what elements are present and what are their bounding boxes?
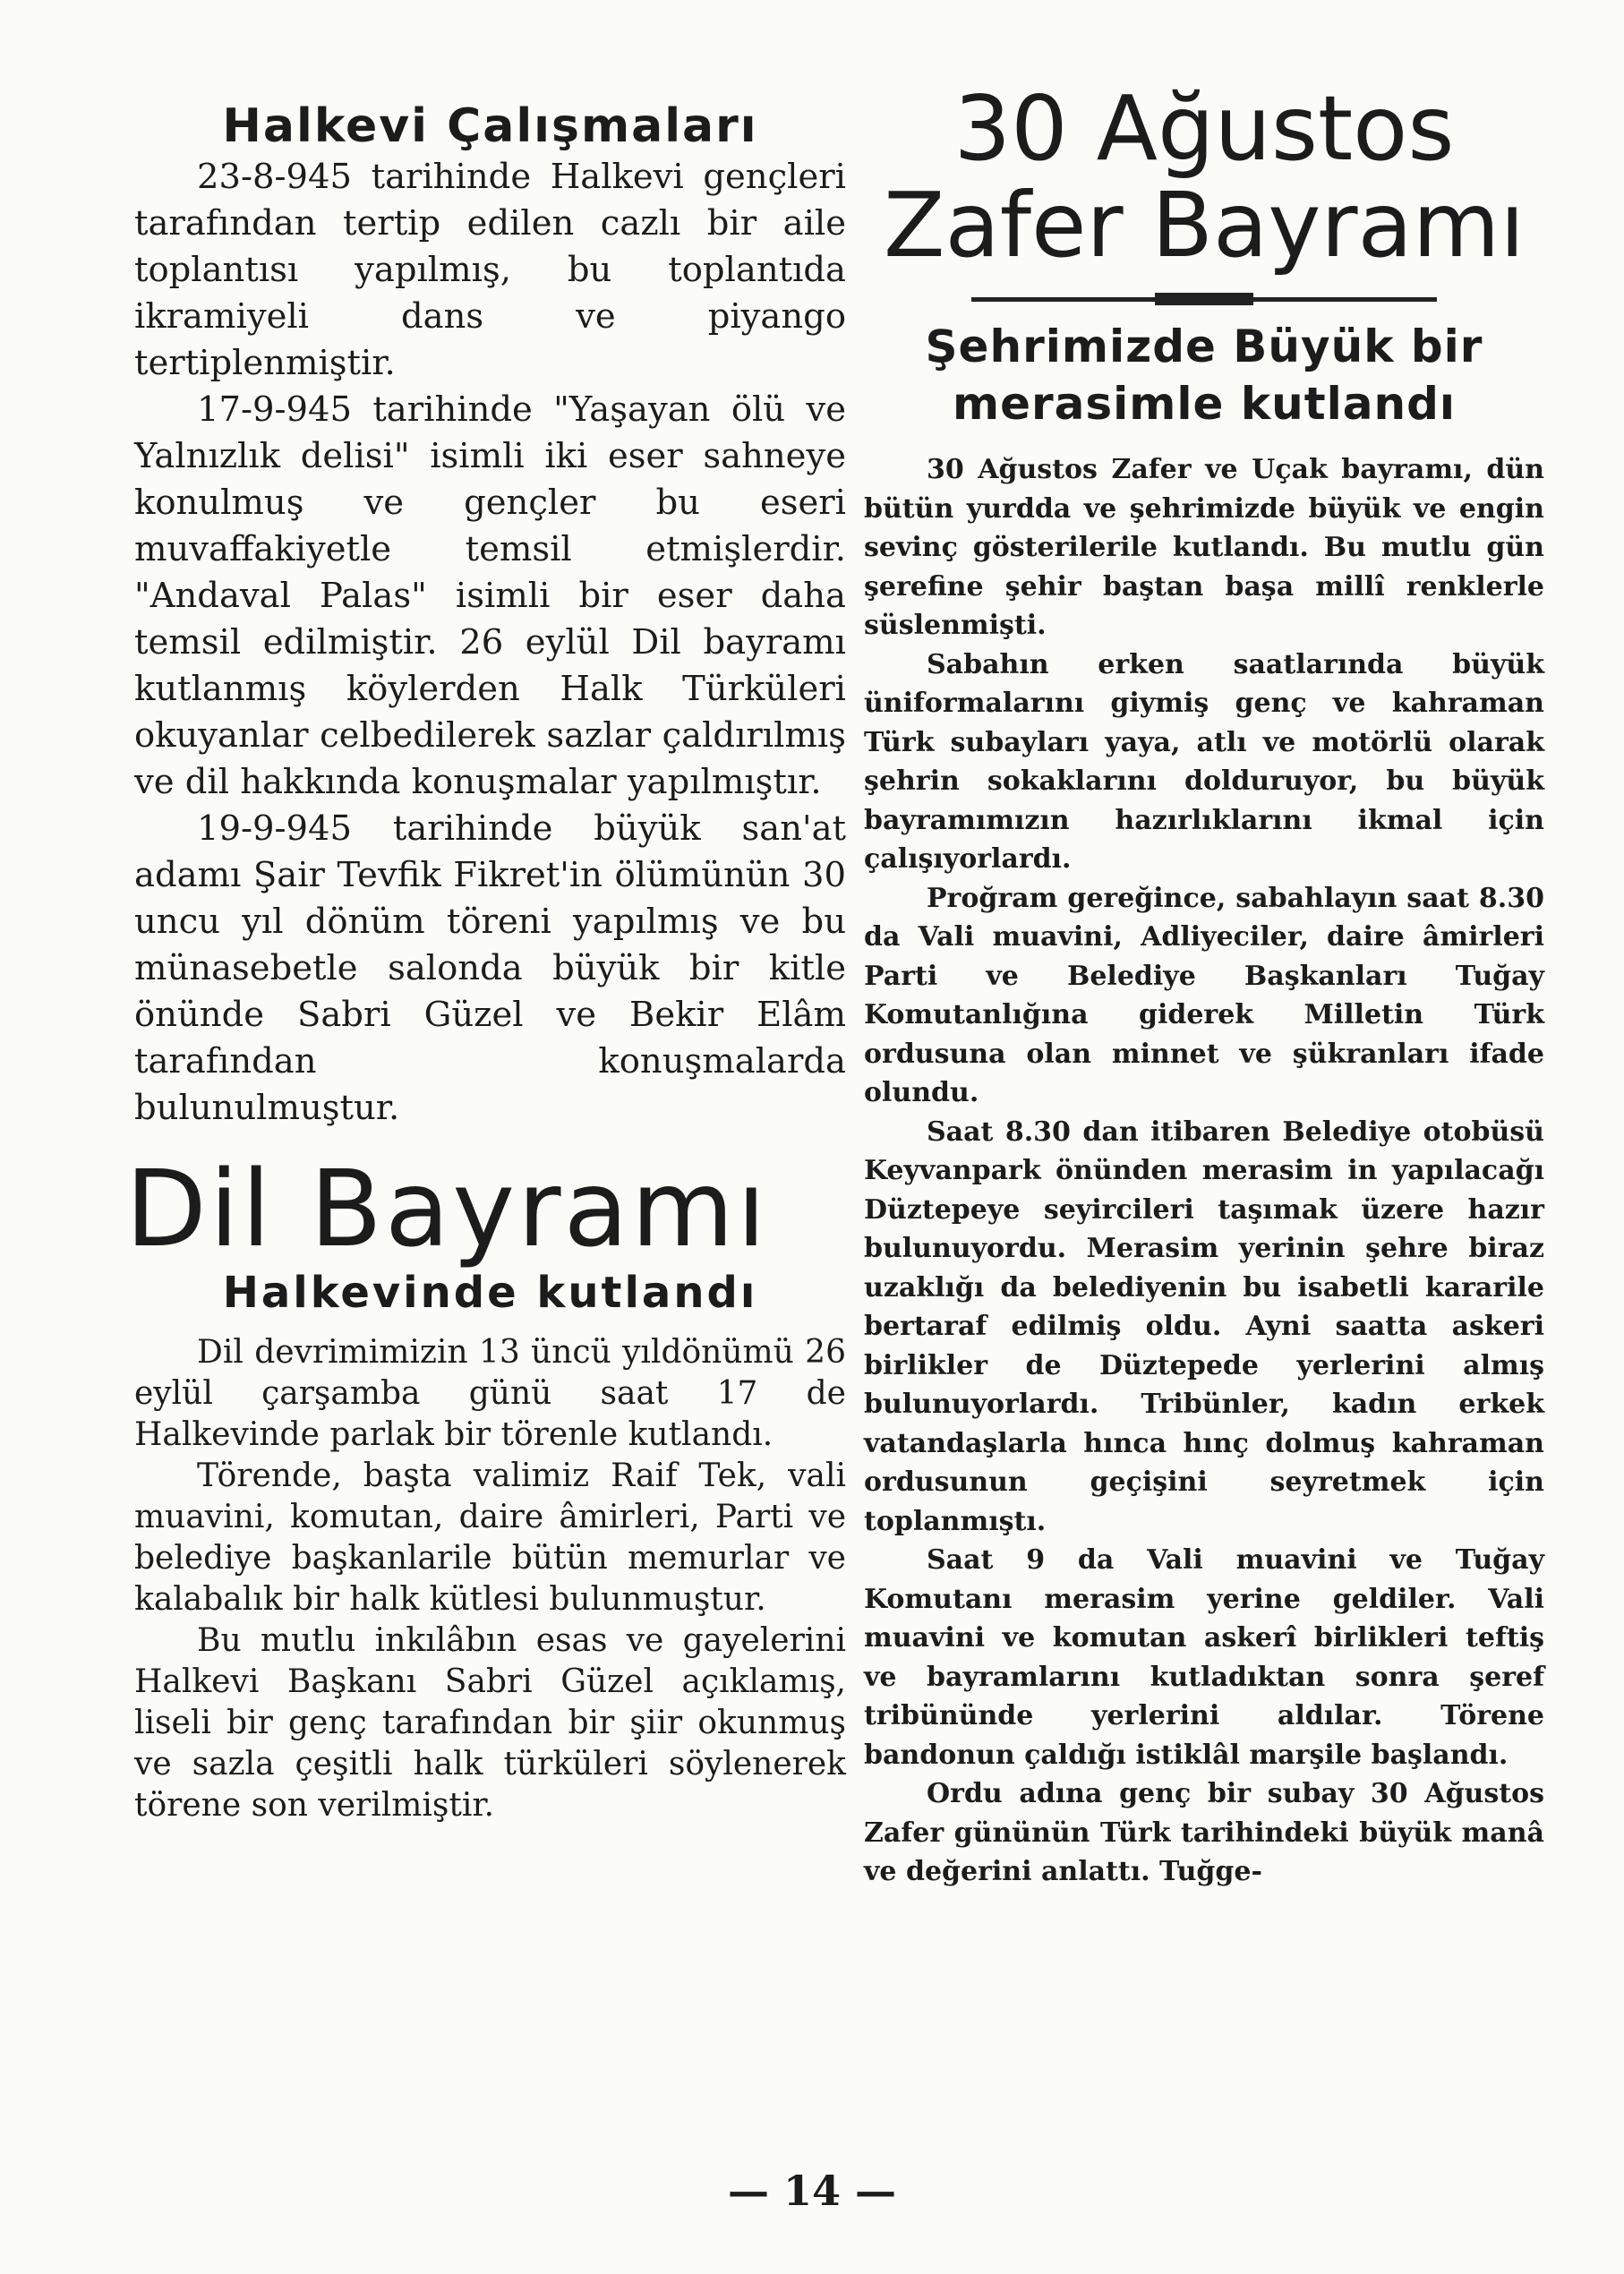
- article-paragraph: Sabahın erken saatlarında büyük üniformalarını giymiş genç ve kahraman Türk subayları yaya, atlı ve motörlü olarak şehrin sokaklarını dolduruyor, bu büyük bayramımızın hazırlıklarını ikmal için çalışıyorlardı.: [864, 648, 1544, 875]
- dil-bayrami-subheadline: Halkevinde kutlandı: [222, 1268, 758, 1319]
- article-paragraph: 17-9-945 tarihinde "Yaşayan ölü ve Yalnızlık delisi" isimli iki eser sahneye konulmuş ve gençler bu eseri muvaffakiyetle temsil etmişlerdir. "Andaval Palas" isimli bir eser daha temsil edilmiştir. 26 eylül Dil bayramı kutlanmış köylerden Halk Türküleri okuyanlar celbedilerek sazlar çaldırılmış ve dil hakkında konuşmalar yapılmıştır.: [134, 389, 846, 803]
- article-paragraph: 19-9-945 tarihinde büyük san'at adamı Şair Tevfik Fikret'in ölümünün 30 uncu yıl dönüm töreni yapılmış ve bu münasebetle salonda büyük bir kitle önünde Sabri Güzel ve Bekir Elâm tarafından konuşmalarda bulunulmuştur.: [134, 808, 846, 1129]
- halkevi-article: [134, 154, 846, 1132]
- article-paragraph: Saat 9 da Vali muavini ve Tuğay Komutanı merasim yerine geldiler. Vali muavini ve komutan askerî birlikleri teftiş ve bayramlarını kutladıktan sonra şeref tribününde yerlerini aldılar. Törene bandonun çaldığı istiklâl marşile başlandı.: [864, 1544, 1544, 1771]
- zafer-bayrami-subheadline: [864, 318, 1544, 432]
- headline-divider: [971, 297, 1437, 302]
- zafer-bayrami-headline: [864, 76, 1544, 278]
- headline-line: Zafer Bayramı: [883, 173, 1526, 278]
- subheadline-line: Şehrimizde Büyük bir: [925, 321, 1483, 372]
- article-paragraph: Bu mutlu inkılâbın esas ve gayelerini Halkevi Başkanı Sabri Güzel açıklamış, liseli bir genç tarafından bir şiir okunmuş ve sazla çeşitli halk türküleri söylenerek törene son verilmiştir.: [134, 1621, 846, 1824]
- zafer-bayrami-article: [864, 450, 1544, 1892]
- left-column: [125, 98, 846, 1826]
- dil-bayrami-headline: Dil Bayramı: [125, 1147, 769, 1271]
- article-paragraph: Dil devrimimizin 13 üncü yıldönümü 26 eylül çarşamba günü saat 17 de Halkevinde parlak bir törenle kutlandı.: [134, 1333, 846, 1453]
- halkevi-headline: Halkevi Çalışmaları: [222, 99, 758, 153]
- subheadline-line: merasimle kutlandı: [952, 378, 1457, 430]
- article-paragraph: Proğram gereğince, sabahlayın saat 8.30 da Vali muavini, Adliyeciler, daire âmirleri Parti ve Belediye Başkanları Tuğay Komutanlığına giderek Milletin Türk ordusuna olan minnet ve şükranları ifade olundu.: [864, 882, 1544, 1108]
- article-paragraph: Törende, başta valimiz Raif Tek, vali muavini, komutan, daire âmirleri, Parti ve belediye başkanlarile bütün memurlar ve kalabalık bir halk kütlesi bulunmuştur.: [134, 1457, 846, 1618]
- article-paragraph: 30 Ağustos Zafer ve Uçak bayramı, dün bütün yurdda ve şehrimizde büyük ve engin sevinç gösterilerile kutlandı. Bu mutlu gün şerefine şehir baştan başa millî renklerle süslenmişti.: [864, 454, 1544, 641]
- right-column: [864, 76, 1544, 1892]
- article-paragraph: Saat 8.30 dan itibaren Belediye otobüsü Keyvanpark önünden merasim in yapılacağı Düztepeye seyircileri taşımak üzere hazır bulunuyordu. Merasim yerinin şehre biraz uzaklığı da belediyenin bu isabetli kararile bertaraf edilmiş oldu. Ayni saatta askeri birlikler de Düztepede yerlerini almış bulunuyorlardı. Tribünler, kadın erkek vatandaşlarla hınca hınç dolmuş kahraman ordusunun geçişini seyretmek için toplanmıştı.: [864, 1116, 1544, 1537]
- headline-line: 30 Ağustos: [953, 76, 1455, 181]
- dil-bayrami-article: [134, 1332, 846, 1826]
- page-number: — 14 —: [727, 2167, 897, 2215]
- article-paragraph: 23-8-945 tarihinde Halkevi gençleri tarafından tertip edilen cazlı bir aile toplantısı yapılmış, bu toplantıda ikramiyeli dans ve piyango tertiplenmiştir.: [134, 157, 846, 384]
- article-paragraph: Ordu adına genç bir subay 30 Ağustos Zafer gününün Türk tarihindeki büyük manâ ve değerini anlattı. Tuğge-: [864, 1778, 1544, 1887]
